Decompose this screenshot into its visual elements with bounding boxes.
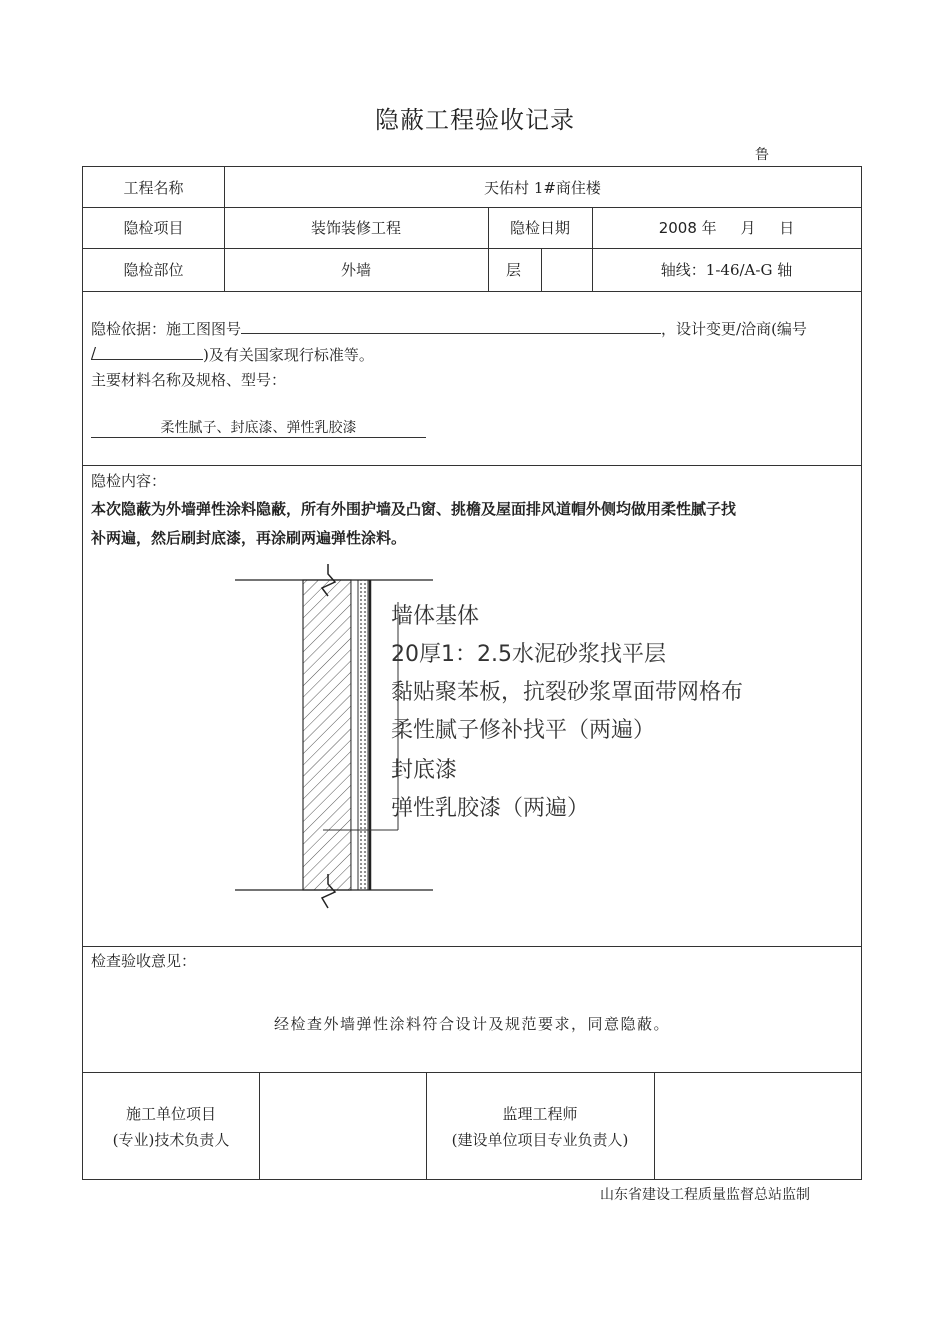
content-text-line-2: 补两遍，然后刷封底漆，再涂刷两遍弹性涂料。 xyxy=(91,529,407,547)
layer-label-5: 封底漆 xyxy=(391,758,458,783)
province-mark: 鲁 xyxy=(755,147,769,163)
axis-value: 轴线：1-46/A-G 轴 xyxy=(660,261,793,279)
drawing-number-blank xyxy=(241,319,661,334)
layer-label-4: 柔性腻子修补找平（两遍） xyxy=(391,718,656,743)
item-label: 隐检项目 xyxy=(123,219,184,237)
basis-line-2-suffix: )及有关国家现行标准等。 xyxy=(203,346,374,364)
wall-base-layer xyxy=(303,580,351,890)
opinion-label: 检查验收意见： xyxy=(91,952,197,970)
basis-prefix: 隐检依据：施工图图号 xyxy=(91,320,242,338)
supervisor-line-1: 监理工程师 xyxy=(502,1105,578,1123)
materials-label: 主要材料名称及规格、型号： xyxy=(91,371,287,389)
project-name-label: 工程名称 xyxy=(123,178,184,197)
content-text-line-1: 本次隐蔽为外墙弹性涂料隐蔽，所有外围护墙及凸窗、挑檐及屋面排风道帽外侧均做用柔性腻子找 xyxy=(91,500,737,518)
contractor-line-1: 施工单位项目 xyxy=(125,1105,216,1123)
layer-label-1: 墙体基体 xyxy=(391,604,480,629)
contractor-line-2: (专业)技术负责人 xyxy=(112,1131,230,1149)
layer-label-3: 黏贴聚苯板，抗裂砂浆罩面带网格布 xyxy=(391,680,744,705)
page-title: 隐蔽工程验收记录 xyxy=(375,106,575,134)
basis-line-2 xyxy=(91,344,374,365)
layer-label-2: 20厚1：2.5水泥砂浆找平层 xyxy=(391,642,666,667)
date-value: 2008 年 月 日 xyxy=(658,219,795,237)
location-value: 外墙 xyxy=(340,261,371,279)
item-value: 装饰装修工程 xyxy=(310,219,401,237)
project-name-value: 天佑村 1#商住楼 xyxy=(484,178,601,197)
date-label: 隐检日期 xyxy=(509,219,570,237)
location-label: 隐检部位 xyxy=(123,261,184,279)
issuer-footer: 山东省建设工程质量监督总站监制 xyxy=(600,1187,810,1203)
mortar-layer xyxy=(351,580,358,890)
layer-label-6: 弹性乳胶漆（两遍） xyxy=(391,796,590,821)
supervisor-line-2: (建设单位项目专业负责人) xyxy=(451,1131,629,1149)
basis-suffix: ，设计变更/洽商(编号 xyxy=(661,320,807,338)
change-number-blank: / xyxy=(91,345,203,360)
inspection-form xyxy=(82,166,862,1180)
basis-line-1 xyxy=(91,318,807,339)
floor-label: 层 xyxy=(506,261,522,279)
materials-value: 柔性腻子、封底漆、弹性乳胶漆 xyxy=(91,417,426,438)
content-label: 隐检内容： xyxy=(91,472,167,490)
opinion-text: 经检查外墙弹性涂料符合设计及规范要求，同意隐蔽。 xyxy=(273,1015,670,1033)
insulation-layer xyxy=(358,580,368,890)
